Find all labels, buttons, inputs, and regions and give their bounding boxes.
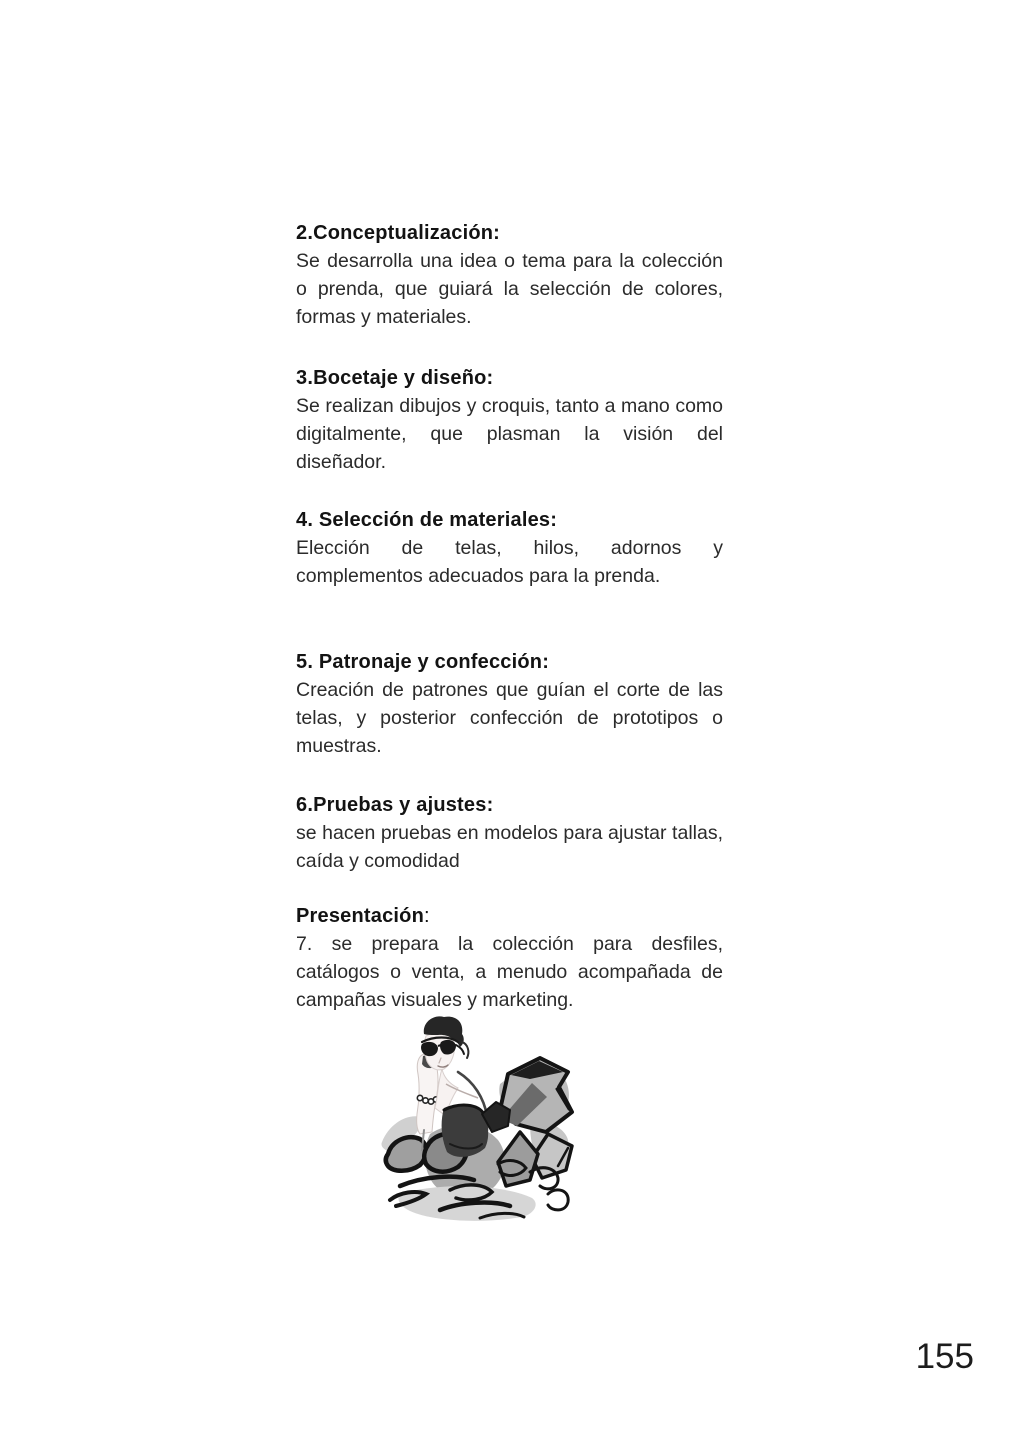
section-heading-text: 6.Pruebas y ajustes: — [296, 794, 494, 816]
section-heading-text: Presentación — [296, 905, 425, 927]
section-patronaje — [296, 648, 723, 760]
section-body: Elección de telas, hilos, adornos y complementos adecuados para la prenda. — [296, 537, 723, 587]
section-heading-text: 5. Patronaje y confección: — [296, 651, 550, 673]
section-conceptualizacion — [296, 219, 723, 331]
section-heading-text: 2.Conceptualización: — [296, 222, 501, 244]
section-heading — [296, 219, 723, 247]
section-heading — [296, 791, 723, 819]
section-bocetaje — [296, 364, 723, 476]
fashion-illustration — [380, 1014, 592, 1236]
section-heading-text: 3.Bocetaje y diseño: — [296, 367, 494, 389]
section-pruebas — [296, 791, 723, 875]
section-heading — [296, 364, 723, 392]
section-body: 7. se prepara la colección para desfiles, catálogos o venta, a menudo acompañada de campañas visuales y marketing. — [296, 933, 723, 1011]
section-heading — [296, 648, 723, 676]
section-body: Se realizan dibujos y croquis, tanto a mano como digitalmente, que plasman la visión del diseñador. — [296, 395, 723, 473]
fashion-illustration-svg — [380, 1014, 592, 1236]
section-body: Se desarrolla una idea o tema para la colección o prenda, que guiará la selección de colores, formas y materiales. — [296, 250, 723, 328]
section-heading — [296, 902, 723, 930]
page-number: 155 — [915, 1337, 974, 1376]
section-presentacion — [296, 902, 723, 1014]
section-heading — [296, 506, 723, 534]
section-heading-text: 4. Selección de materiales: — [296, 509, 558, 531]
section-heading-suffix: : — [424, 905, 430, 927]
section-seleccion-materiales — [296, 506, 723, 590]
text-column — [296, 219, 723, 1236]
section-body: se hacen pruebas en modelos para ajustar tallas, caída y comodidad — [296, 822, 723, 872]
section-body: Creación de patrones que guían el corte de las telas, y posterior confección de prototipos o muestras. — [296, 679, 723, 757]
